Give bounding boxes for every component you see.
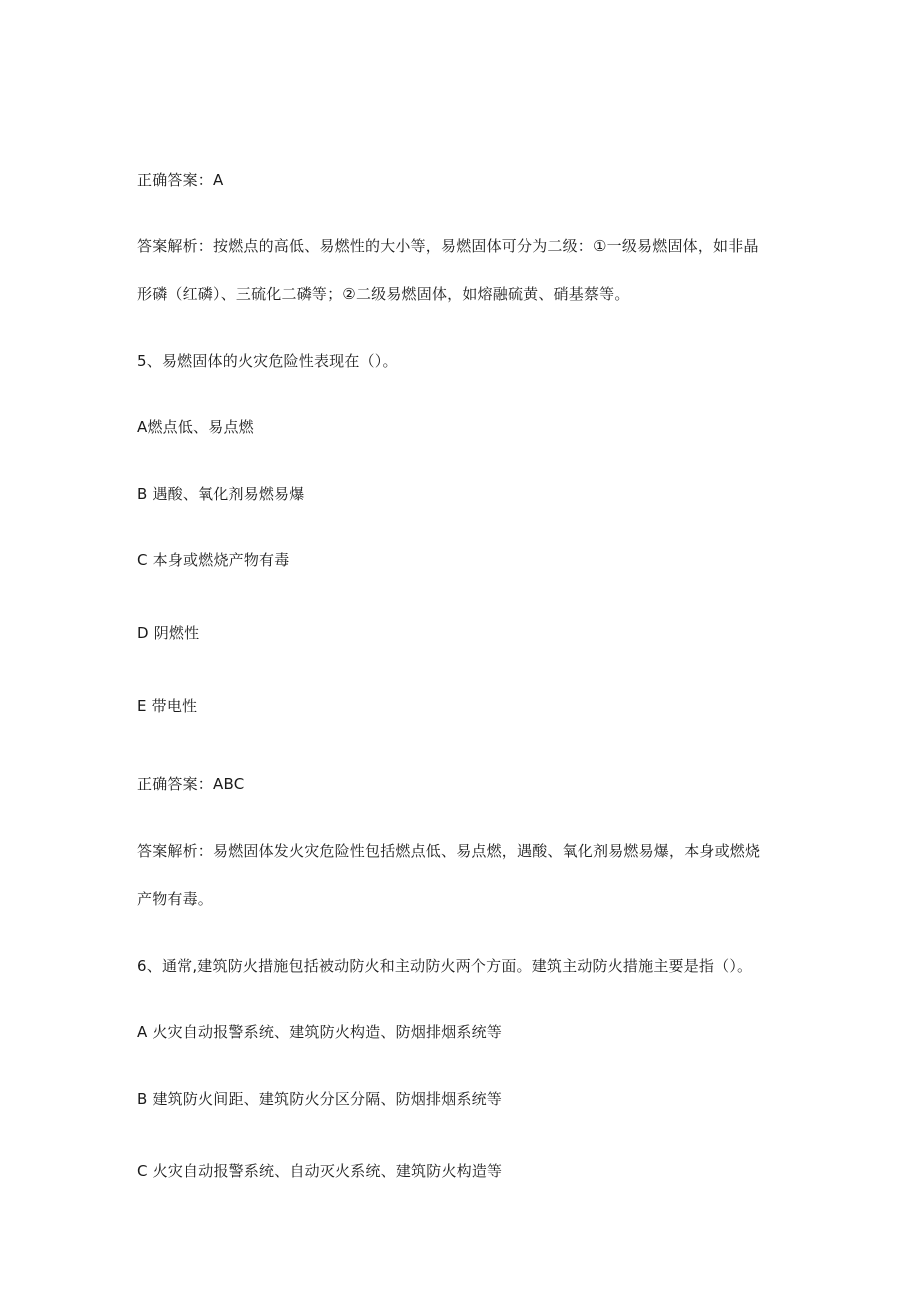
q5-question: 5、易燃固体的火灾危险性表现在（）。	[137, 352, 398, 370]
q4-explanation-line-2: 形磷（红磷）、三硫化二磷等；②二级易燃固体，如熔融硫黄、硝基蔡等。	[137, 285, 630, 303]
q6-question: 6、通常,建筑防火措施包括被动防火和主动防火两个方面。建筑主动防火措施主要是指（）。	[137, 957, 753, 975]
q6-option-c: C 火灾自动报警系统、自动灭火系统、建筑防火构造等	[137, 1162, 503, 1180]
q5-option-c: C 本身或燃烧产物有毒	[137, 551, 290, 569]
q6-option-a: A 火灾自动报警系统、建筑防火构造、防烟排烟系统等	[137, 1023, 503, 1041]
q5-option-b: B 遇酸、氧化剂易燃易爆	[137, 485, 305, 503]
q5-option-a: A燃点低、易点燃	[137, 418, 254, 436]
q5-explanation-line-1: 答案解析：易燃固体发火灾危险性包括燃点低、易点燃，遇酸、氧化剂易燃易爆，本身或燃烧	[137, 842, 761, 860]
q5-option-d: D 阴燃性	[137, 624, 200, 642]
q4-explanation-line-1: 答案解析：按燃点的高低、易燃性的大小等，易燃固体可分为二级：①一级易燃固体，如非晶	[137, 237, 759, 255]
q4-correct-answer: 正确答案：A	[137, 171, 224, 189]
q5-explanation-line-2: 产物有毒。	[137, 890, 214, 908]
q5-option-e: E 带电性	[137, 697, 198, 715]
q6-option-b: B 建筑防火间距、建筑防火分区分隔、防烟排烟系统等	[137, 1090, 503, 1108]
q5-correct-answer: 正确答案：ABC	[137, 775, 245, 793]
